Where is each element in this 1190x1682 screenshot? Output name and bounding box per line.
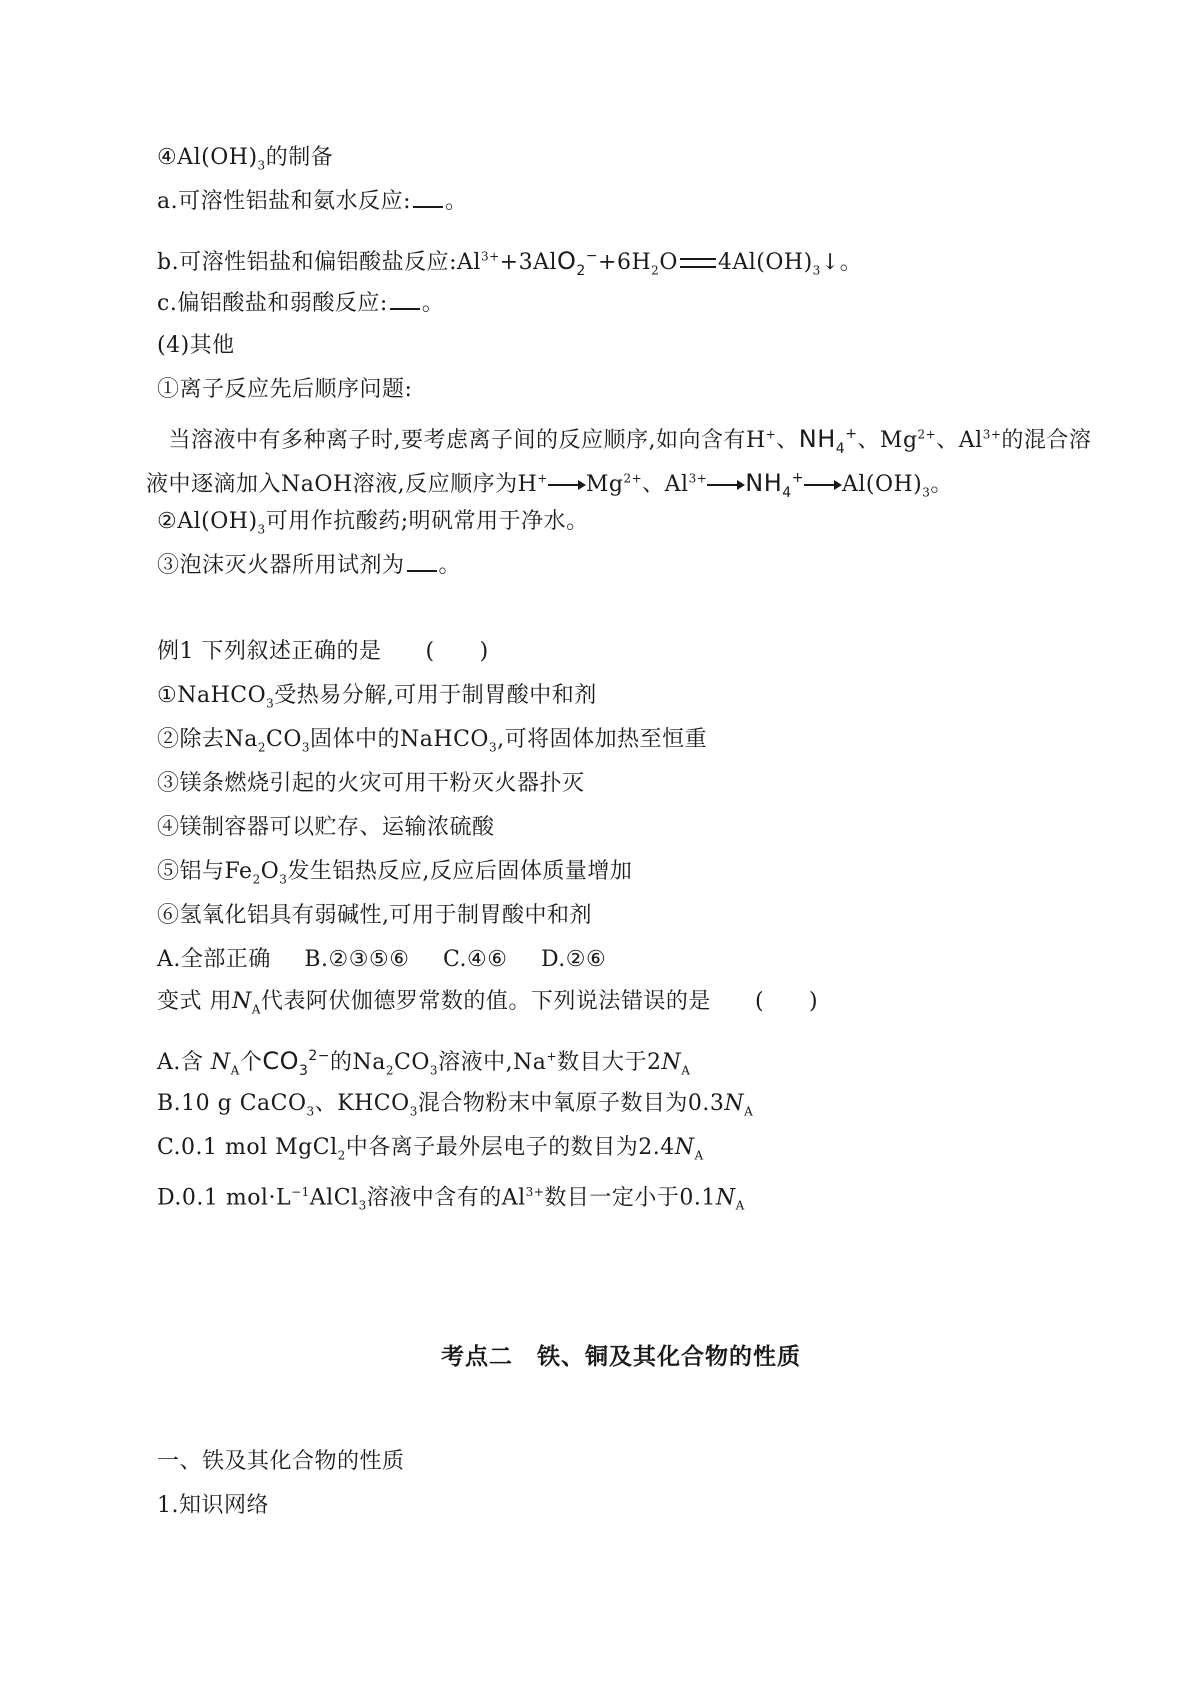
arrow-icon xyxy=(707,480,745,490)
variant-option-c[interactable]: C.0.1 mol MgCl$_2$中各离子最外层电子的数目为$2.4N_A$ xyxy=(157,1135,704,1163)
arrow-icon xyxy=(804,480,842,490)
example1-item-5: ⑤铝与$Fe_2O_3$发生铝热反应,反应后固体质量增加 xyxy=(157,859,633,887)
variant-stem: 变式 用$N_A$代表阿伏伽德罗常数的值。下列说法错误的是 ( ) xyxy=(157,986,818,1025)
section-heading: 考点二 铁、铜及其化合物的性质 xyxy=(441,1343,801,1370)
example1-item-1: ①NaHCO$_3$受热易分解,可用于制胃酸中和剂 xyxy=(157,683,597,711)
foam-line-text: ③泡沫灭火器所用试剂为 xyxy=(157,553,405,578)
order-paragraph-line1: 当溶液中有多种离子时,要考虑离子间的反应顺序,如向含有H+、$NH_4^+$、$Mg^{2+}$、$Al^{3+}$的混合溶 xyxy=(146,425,1092,457)
prep-item-a: a.可溶性铝盐和氨水反应: 。 xyxy=(157,186,468,218)
prep-item-b-text: b.可溶性铝盐和偏铝酸盐反应: xyxy=(157,250,457,275)
prep-item-b-equation: $Al^{3+}+3AlO_2^-+6H_2O$ $4Al(OH)_3↓$。 xyxy=(457,247,863,279)
example1-item-4: ④镁制容器可以贮存、运输浓硫酸 xyxy=(157,815,495,840)
prep-item-c-text: c.偏铝酸盐和弱酸反应: xyxy=(157,291,388,316)
variant-option-d[interactable]: D.0.1 $mol\cdot L^{-1}AlCl_3$溶液中含有的$Al^{3+}$数目一定小于$0.1N_A$ xyxy=(157,1185,745,1213)
option-c[interactable]: C.④⑥ xyxy=(442,947,508,972)
foam-line: ③泡沫灭火器所用试剂为 。 xyxy=(157,550,461,582)
arrow-icon xyxy=(548,480,586,490)
answer-blank[interactable] xyxy=(413,186,443,208)
example1-stem-text: 例1 下列叙述正确的是 xyxy=(157,639,382,664)
option-d[interactable]: D.②⑥ xyxy=(540,947,607,972)
answer-blank[interactable] xyxy=(407,550,437,572)
other-title: (4)其他 xyxy=(157,333,235,358)
subsection-title: 一、铁及其化合物的性质 xyxy=(157,1449,405,1474)
order-paragraph-line2: 液中逐滴加入NaOH溶液,反应顺序为H+ $Mg^{2+}$、$Al^{3+}$ $NH_4^+$ $Al(OH)_3$。 xyxy=(146,469,953,501)
example1-options xyxy=(157,944,606,976)
answer-bracket[interactable]: ( ) xyxy=(425,639,489,664)
prep-item-c: c.偏铝酸盐和弱酸反应: 。 xyxy=(157,288,444,320)
answer-bracket[interactable]: ( ) xyxy=(754,989,819,1014)
subsection-item: 1.知识网络 xyxy=(157,1493,269,1518)
prep-item-b xyxy=(157,240,862,287)
example1-stem xyxy=(157,636,489,668)
option-a[interactable]: A.全部正确 xyxy=(157,947,271,972)
variant-option-a[interactable]: A.含 $N_A$个$CO_3^{2-}$的$Na_2CO_3$溶液中,Na+数目大于$2N_A$ xyxy=(157,1047,691,1079)
prep-title: $④Al(OH)_3$的制备 xyxy=(157,145,334,173)
variant-option-b[interactable]: B.10 g CaCO$_3$、$KHCO_3$混合物粉末中氧原子数目为$0.3N_A$ xyxy=(157,1091,754,1119)
example1-item-2: ②除去$Na_2CO_3$固体中的NaHCO$_3$,可将固体加热至恒重 xyxy=(157,727,708,755)
example1-item-6: ⑥氢氧化铝具有弱碱性,可用于制胃酸中和剂 xyxy=(157,903,592,928)
answer-blank[interactable] xyxy=(390,288,420,310)
prep-item-a-text: a.可溶性铝盐和氨水反应: xyxy=(157,189,412,214)
use-line: $②Al(OH)_3$可用作抗酸药;明矾常用于净水。 xyxy=(157,509,589,537)
order-title: ①离子反应先后顺序问题: xyxy=(157,377,413,402)
option-b[interactable]: B.②③⑤⑥ xyxy=(304,947,410,972)
example1-item-3: ③镁条燃烧引起的火灾可用干粉灭火器扑灭 xyxy=(157,771,585,796)
